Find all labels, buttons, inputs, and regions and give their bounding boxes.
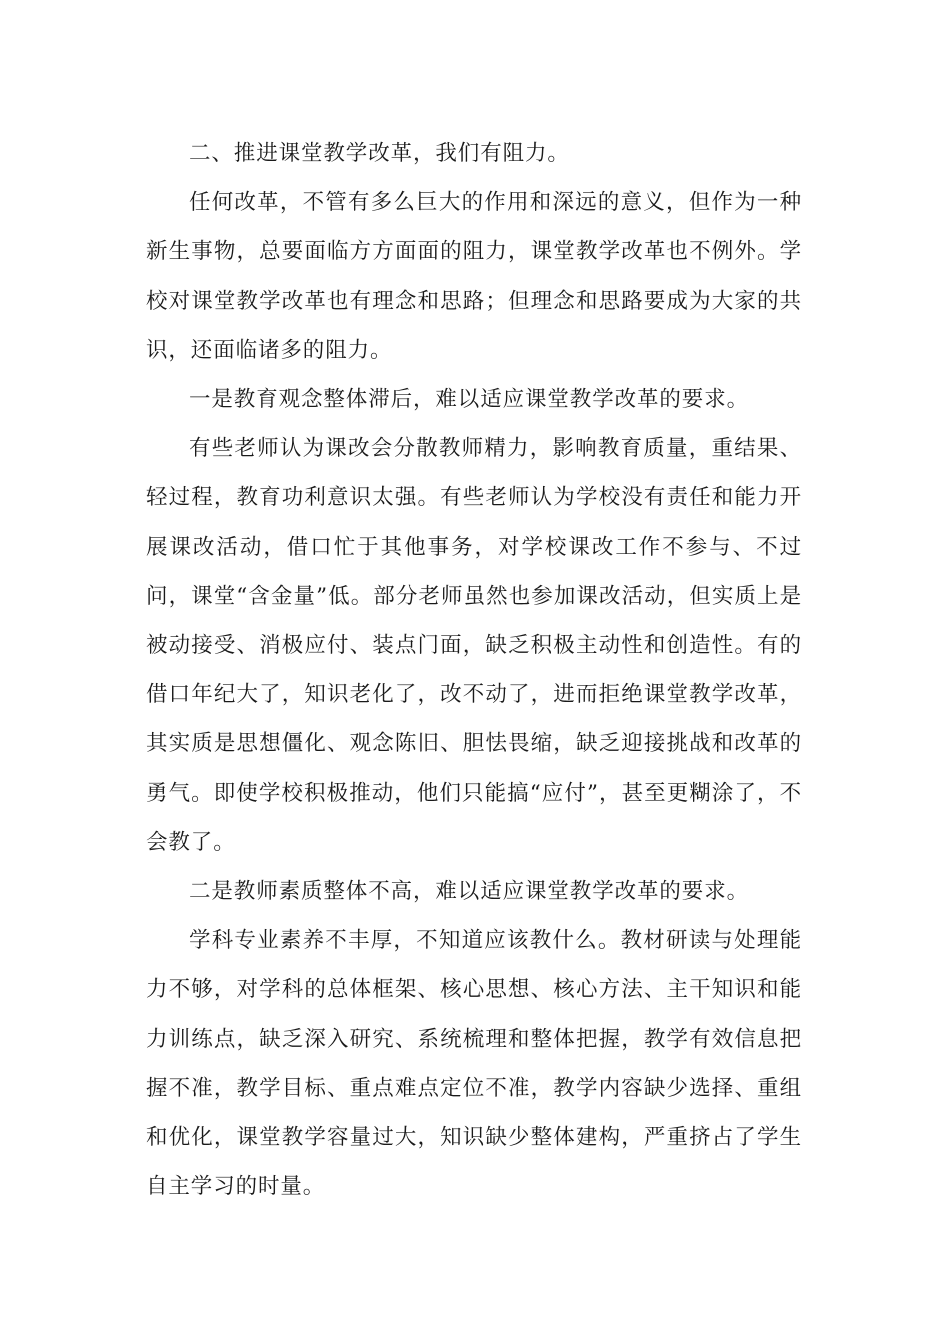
body-paragraph: 任何改革，不管有多么巨大的作用和深远的意义，但作为一种新生事物，总要面临方方面面的阻力，课堂教学改革也不例外。学校对课堂教学改革也有理念和思路；但理念和思路要成为大家的共识，还面临诸多的阻力。 [146,190,802,363]
subheading-paragraph: 二是教师素质整体不高，难以适应课堂教学改革的要求。 [189,879,750,905]
body-paragraph: 有些老师认为课改会分散教师精力，影响教育质量，重结果、轻过程，教育功利意识太强。有些老师认为学校没有责任和能力开展课改活动，借口忙于其他事务，对学校课改工作不参与、不过问，课堂“含金量”低。部分老师虽然也参加课改活动，但实质上是被动接受、消极应付、装点门面，缺乏积极主动性和创造性。有的借口年纪大了，知识老化了，改不动了，进而拒绝课堂教学改革，其实质是思想僵化、观念陈旧、胆怯畏缩，缺乏迎接挑战和改革的勇气。即使学校积极推动，他们只能搞“应付”，甚至更糊涂了，不会教了。 [146,436,802,855]
section-heading: 二、推进课堂教学改革，我们有阻力。 [189,141,570,166]
document-body [146,129,802,1211]
subheading-paragraph: 一是教育观念整体滞后，难以适应课堂教学改革的要求。 [189,387,750,413]
body-paragraph: 学科专业素养不丰厚，不知道应该教什么。教材研读与处理能力不够，对学科的总体框架、核心思想、核心方法、主干知识和能力训练点，缺乏深入研究、系统梳理和整体把握，教学有效信息把握不准，教学目标、重点难点定位不准，教学内容缺少选择、重组和优化，课堂教学容量过大，知识缺少整体建构，严重挤占了学生自主学习的时量。 [146,928,802,1200]
